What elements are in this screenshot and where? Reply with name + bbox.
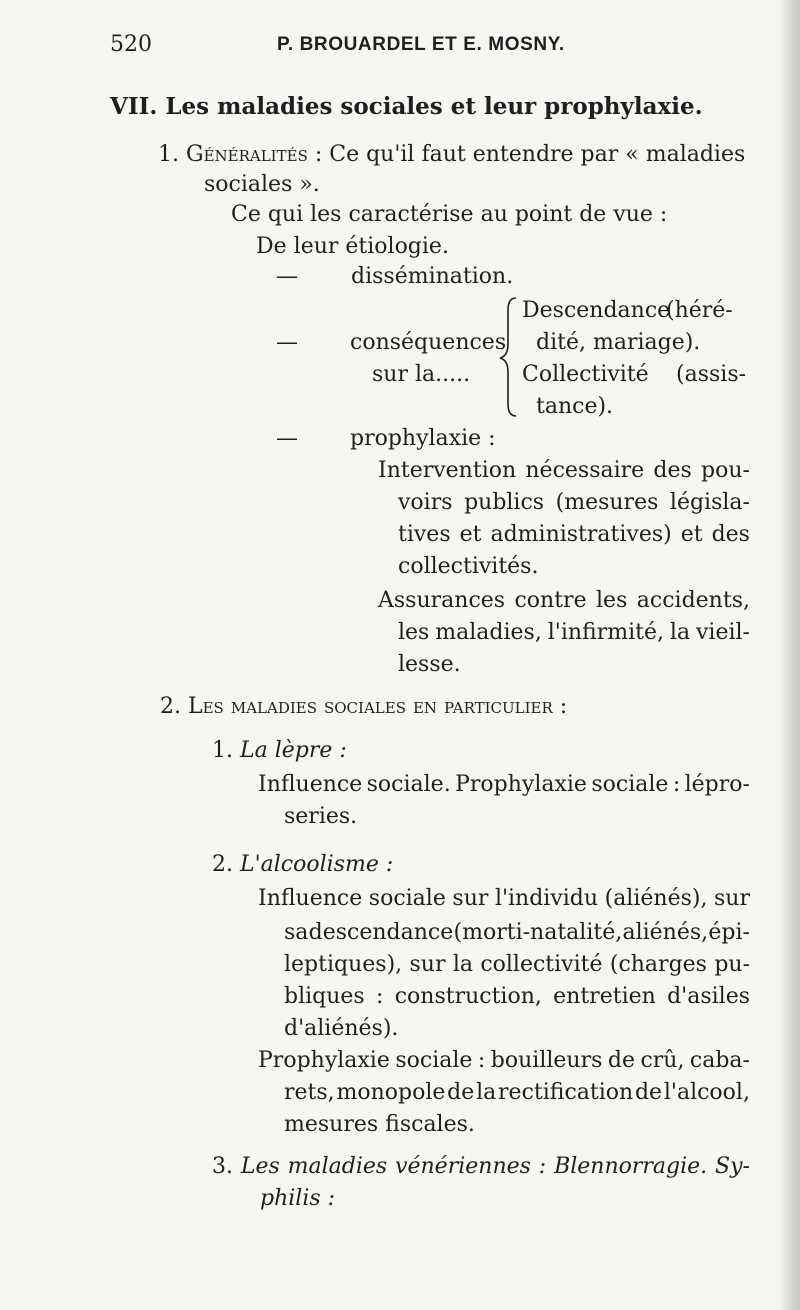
page-number: 520 [110, 32, 152, 57]
collectivite-c: tance). [536, 394, 614, 419]
item2-line: leptiques), sur la collectivité (charges pu- [284, 952, 750, 977]
criterion-consequences: conséquences [350, 330, 507, 355]
criterion-prophylaxie: prophylaxie : [350, 426, 496, 451]
intervention-end: collectivités. [398, 554, 539, 579]
item1-line: Influence sociale. Prophylaxie sociale : lépro- [258, 772, 750, 797]
assurances-end: lesse. [398, 652, 461, 677]
item2-prophylaxis-end: mesures fiscales. [284, 1112, 475, 1137]
descendance-a: Descendance [522, 298, 671, 323]
item2-prophylaxis-line: rets, monopole de la rectification de l'alcool, [284, 1080, 750, 1105]
item2-title: 2. L'alcoolisme : [212, 852, 394, 877]
item3-title-line: 3. Les maladies vénériennes : Blennorragie. Sy- [212, 1154, 750, 1179]
item2-line: Influence sociale sur l'individu (aliénés), sur [258, 886, 750, 911]
intervention-line: voirs publics (mesures législa- [398, 490, 750, 515]
item1-title: 1. La lèpre : [212, 738, 347, 763]
descendance-b: (héré- [666, 298, 733, 323]
ditto-dash: — [276, 426, 298, 451]
part1-intro: 1. Généralités : Ce qu'il faut entendre par « maladies [158, 142, 746, 167]
collectivite-b: (assis- [676, 362, 747, 387]
intervention-line: Intervention nécessaire des pou- [378, 458, 750, 483]
item1-line-end: series. [284, 804, 358, 829]
item2-line: sa descendance (morti-natalité, aliénés, épi- [284, 920, 750, 945]
part2-heading: 2. Les maladies sociales en particulier : [160, 694, 568, 719]
collectivite-a: Collectivité [522, 362, 649, 387]
assurances-line: Assurances contre les accidents, [378, 588, 750, 613]
item2-line: bliques : construction, entretien d'asiles [284, 984, 750, 1009]
part1-intro-cont: sociales ». [204, 172, 320, 197]
assurances-line: les maladies, l'infirmité, la vieil- [398, 620, 750, 645]
item2-prophylaxis-line: Prophylaxie sociale : bouilleurs de crû, caba- [258, 1048, 750, 1073]
curly-brace [496, 296, 524, 418]
item3-title-end: philis : [260, 1186, 336, 1211]
descendance-c: dité, mariage). [536, 330, 701, 355]
running-title: P. BROUARDEL ET E. MOSNY. [277, 34, 565, 55]
criterion-etiology: De leur étiologie. [256, 234, 449, 259]
consequences-sur-la: sur la..... [372, 362, 471, 387]
ditto-dash: — [276, 264, 298, 289]
ditto-dash: — [276, 330, 298, 355]
page-edge-shadow [778, 0, 800, 1310]
criterion-dissemination: dissémination. [351, 264, 514, 289]
criteria-intro: Ce qui les caractérise au point de vue : [231, 202, 668, 227]
item2-line-end: d'aliénés). [284, 1016, 399, 1041]
part1-heading: Généralités [186, 142, 308, 167]
intervention-line: tives et administratives) et des [398, 522, 750, 547]
section-title: VII. Les maladies sociales et leur prophylaxie. [110, 93, 703, 120]
running-head [110, 32, 650, 62]
